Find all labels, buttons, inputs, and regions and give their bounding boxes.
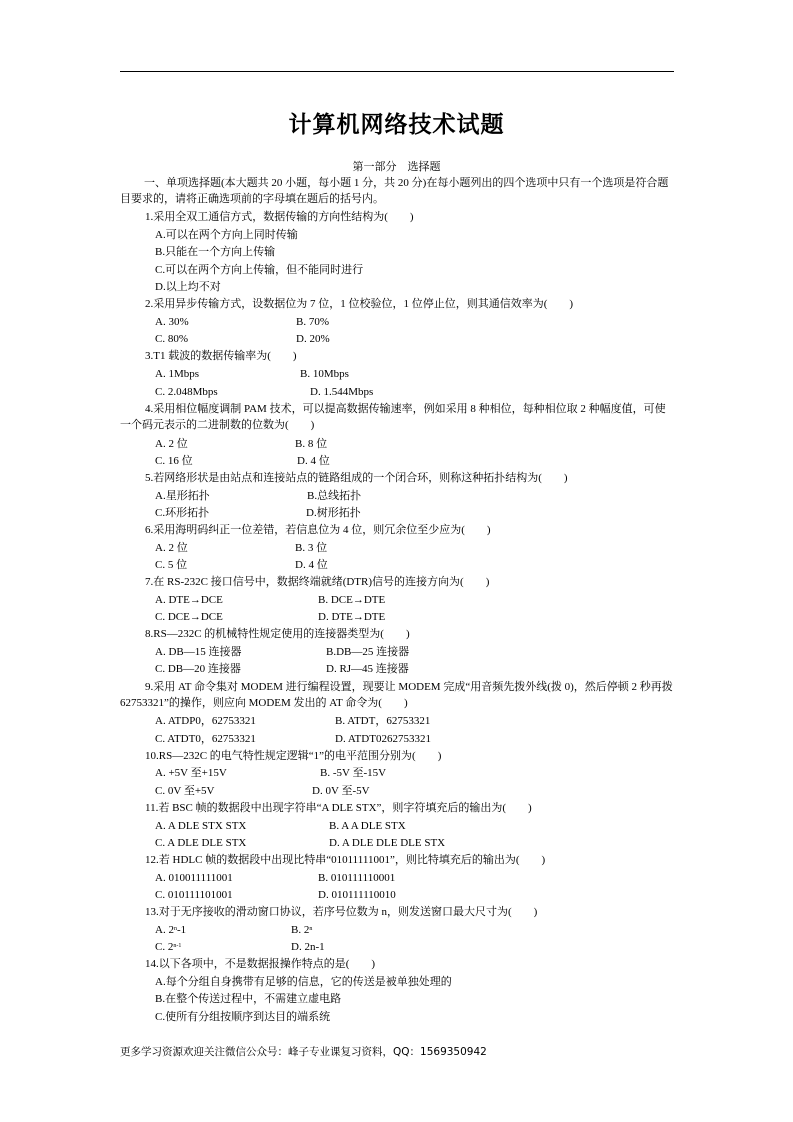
option: C. A DLE DLE STX — [155, 837, 247, 849]
option: B. 3 位 — [295, 542, 328, 554]
option: A. ATDP0，62753321 — [155, 715, 256, 727]
option: A.星形拓扑 — [155, 490, 210, 502]
question-stem: 8.RS—232C 的机械特性规定使用的连接器类型为( ) — [145, 628, 410, 640]
option: B. A A DLE STX — [329, 820, 406, 832]
document-title: 计算机网络技术试题 — [288, 112, 505, 138]
option: B.DB—25 连接器 — [326, 646, 410, 658]
option: C. 0V 至+5V — [155, 785, 215, 797]
option: B. 010111110001 — [318, 872, 396, 884]
option: B. 10Mbps — [300, 368, 349, 380]
option: D. 4 位 — [297, 455, 330, 467]
question-stem: 7.在 RS-232C 接口信号中，数据终端就绪(DTR)信号的连接方向为( ) — [145, 576, 490, 588]
footer-note: 更多学习资源欢迎关注微信公众号：峰子专业课复习资料，QQ：1569350942 — [120, 1046, 487, 1058]
option: B. 8 位 — [295, 438, 328, 450]
question-stem: 10.RS—232C 的电气特性规定逻辑“1”的电平范围分别为( ) — [145, 750, 442, 762]
question-stem: 13.对于无序接收的滑动窗口协议，若序号位数为 n，则发送窗口最大尺寸为( ) — [145, 906, 538, 918]
option: C. 16 位 — [155, 455, 193, 467]
option: B.在整个传送过程中，不需建立虚电路 — [155, 993, 342, 1005]
option: C.使所有分组按顺序到达目的端系统 — [155, 1011, 331, 1023]
option: C. 5 位 — [155, 559, 188, 571]
option: B. 2$^n$ — [291, 924, 313, 936]
option: D.以上均不对 — [155, 281, 221, 293]
question-stem: 12.若 HDLC 帧的数据段中出现比特串“01011111001”，则比特填充后的输出为( ) — [145, 854, 546, 866]
option: C. DB—20 连接器 — [155, 663, 241, 675]
option: D. RJ—45 连接器 — [326, 663, 409, 675]
header-rule — [120, 71, 674, 72]
option: B. 70% — [296, 316, 329, 328]
option: D. A DLE DLE DLE STX — [329, 837, 446, 849]
option: A.可以在两个方向上同时传输 — [155, 229, 298, 241]
option: D. 0V 至-5V — [312, 785, 370, 797]
option: C. ATDT0，62753321 — [155, 733, 256, 745]
option: A. 30% — [155, 316, 189, 328]
option: D. 1.544Mbps — [310, 386, 374, 398]
option: D. ATDT0262753321 — [335, 733, 431, 745]
option: A. 2$^n$-1 — [155, 924, 187, 936]
option: D. DTE→DTE — [318, 611, 386, 623]
question-stem: 2.采用异步传输方式，设数据位为 7 位，1 位校验位，1 位停止位，则其通信效率为( ) — [145, 298, 574, 310]
question-stem: 6.采用海明码纠正一位差错，若信息位为 4 位，则冗余位至少应为( ) — [145, 524, 491, 536]
option: B.只能在一个方向上传输 — [155, 246, 276, 258]
option: A. +5V 至+15V — [155, 767, 227, 779]
option: B.总线拓扑 — [307, 490, 362, 502]
option: A. 2 位 — [155, 438, 188, 450]
option: A. DB—15 连接器 — [155, 646, 242, 658]
option: A. A DLE STX STX — [155, 820, 247, 832]
option: D.树形拓扑 — [306, 507, 361, 519]
question-stem: 5.若网络形状是由站点和连接站点的链路组成的一个闭合环，则称这种拓扑结构为( ) — [145, 472, 568, 484]
question-stem: 4.采用相位幅度调制 PAM 技术，可以提高数据传输速率，例如采用 8 种相位，每种相位取 2 种幅度值，可使一个码元表示的二进制数的位数为( ) — [120, 403, 666, 431]
question-stem: 1.采用全双工通信方式，数据传输的方向性结构为( ) — [145, 211, 414, 223]
option: A. 2 位 — [155, 542, 188, 554]
option: D. 4 位 — [295, 559, 328, 571]
option: C.环形拓扑 — [155, 507, 210, 519]
question-stem: 11.若 BSC 帧的数据段中出现字符串“A DLE STX”，则字符填充后的输出为( ) — [145, 802, 532, 814]
option: C. 80% — [155, 333, 188, 345]
option: B. DCE→DTE — [318, 594, 386, 606]
option: C. 010111101001 — [155, 889, 233, 901]
option: A. 010011111001 — [155, 872, 233, 884]
option: C.可以在两个方向上传输，但不能同时进行 — [155, 264, 364, 276]
option: C. 2$^{n-1}$ — [155, 941, 182, 953]
option: D. 2n-1 — [291, 941, 325, 953]
part-title: 第一部分 选择题 — [352, 161, 441, 173]
option: A.每个分组自身携带有足够的信息，它的传送是被单独处理的 — [155, 976, 452, 988]
option: D. 20% — [296, 333, 330, 345]
option: A. 1Mbps — [155, 368, 200, 380]
option: C. DCE→DCE — [155, 611, 223, 623]
question-stem: 14.以下各项中，不是数据报操作特点的是( ) — [145, 958, 376, 970]
option: A. DTE→DCE — [155, 594, 223, 606]
question-stem: 3.T1 载波的数据传输率为( ) — [145, 350, 297, 362]
option: C. 2.048Mbps — [155, 386, 218, 398]
question-stem: 9.采用 AT 命令集对 MODEM 进行编程设置，现要让 MODEM 完成“用音频先拨外线(拨 0)，然后停顿 2 秒再拨 62753321”的操作，则应向 MODEM 发出的 AT 命令为( ) — [120, 681, 673, 709]
option: D. 010111110010 — [318, 889, 396, 901]
section-intro: 一、单项选择题(本大题共 20 小题，每小题 1 分，共 20 分)在每小题列出的四个选项中只有一个选项是符合题目要求的，请将正确选项前的字母填在题后的括号内。 — [120, 177, 669, 205]
option: B. ATDT，62753321 — [335, 715, 431, 727]
option: B. -5V 至-15V — [320, 767, 387, 779]
